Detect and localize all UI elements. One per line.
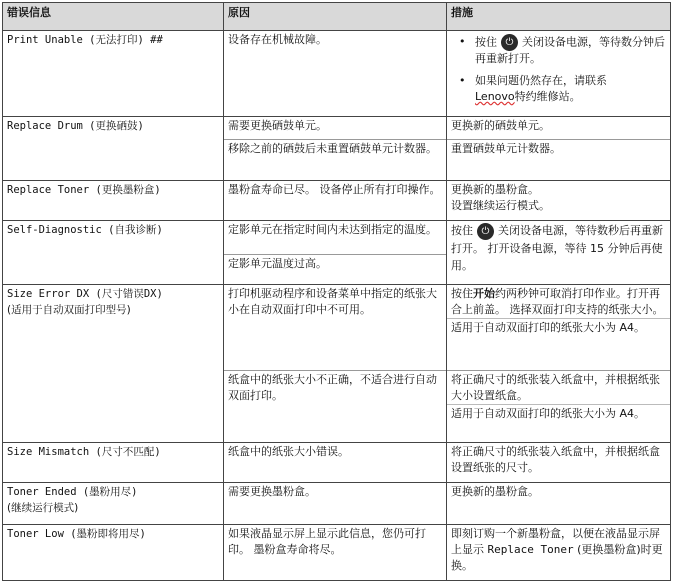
error-cell: Replace Drum (更换硒鼓) (3, 117, 224, 181)
table-row (3, 285, 671, 443)
power-button-icon: ⏻ (477, 223, 494, 240)
action-cell: 更换新的墨粉盒。 设置继续运行模式。 (447, 181, 671, 221)
cause-cell: 定影单元在指定时间内未达到指定的温度。 定影单元温度过高。 (224, 221, 447, 285)
error-cell: Size Error DX (尺寸错误DX) (适用于自动双面打印型号) (3, 285, 224, 443)
cause-cell: 设备存在机械故障。 (224, 31, 447, 117)
cause-cell: 墨粉盒寿命已尽。 设备停止所有打印操作。 (224, 181, 447, 221)
error-message-table (2, 2, 671, 581)
table-header-row (3, 3, 671, 31)
action-cell: 将正确尺寸的纸张装入纸盒中，并根据纸盒设置纸张的尺寸。 (447, 443, 671, 483)
action-cell: 更换新的硒鼓单元。 重置硒鼓单元计数器。 (447, 117, 671, 181)
header-cause: 原因 (224, 3, 447, 31)
power-button-icon: ⏻ (501, 34, 518, 51)
error-cell: Size Mismatch (尺寸不匹配) (3, 443, 224, 483)
header-error: 错误信息 (3, 3, 224, 31)
table-row (3, 31, 671, 117)
cause-cell: 需要更换墨粉盒。 (224, 483, 447, 525)
table-row (3, 117, 671, 181)
cause-cell: 纸盒中的纸张大小错误。 (224, 443, 447, 483)
error-cell: Print Unable (无法打印) ## (3, 31, 224, 117)
action-cell: 更换新的墨粉盒。 (447, 483, 671, 525)
table-row (3, 525, 671, 581)
action-bullet: • 如果问题仍然存在，请联系 Lenovo特约维修站。 (465, 73, 666, 105)
action-cell: 按住开始约两秒钟可取消打印作业。打开再合上前盖。 选择双面打印支持的纸张大小。 适用于自动双面打印的纸张大小为 A4。 将正确尺寸的纸张装入纸盒中，并根据纸张大小设置纸盒。 适用于自动双面打印的纸张大小为 A4。 (447, 285, 671, 443)
action-cell (447, 31, 671, 117)
table-row (3, 443, 671, 483)
table-row (3, 483, 671, 525)
table-row (3, 221, 671, 285)
error-cell: Self-Diagnostic (自我诊断) (3, 221, 224, 285)
action-cell: 即刻订购一个新墨粉盒，以便在液晶显示屏上显示 Replace Toner (更换墨粉盒)时更换。 (447, 525, 671, 581)
header-action: 措施 (447, 3, 671, 31)
cause-cell: 如果液晶显示屏上显示此信息，您仍可打印。 墨粉盒寿命将尽。 (224, 525, 447, 581)
table-row (3, 181, 671, 221)
error-cell: Toner Low (墨粉即将用尽) (3, 525, 224, 581)
action-cell: 按住 ⏻ 关闭设备电源，等待数秒后再重新打开。 打开设备电源，等待 15 分钟后再使用。 (447, 221, 671, 285)
cause-cell: 需要更换硒鼓单元。 移除之前的硒鼓后未重置硒鼓单元计数器。 (224, 117, 447, 181)
cause-cell: 打印机驱动程序和设备菜单中指定的纸张大小在自动双面打印中不可用。 纸盒中的纸张大小不正确，不适合进行自动双面打印。 (224, 285, 447, 443)
action-bullet: • 按住 ⏻ 关闭设备电源，等待数分钟后再重新打开。 (465, 34, 666, 67)
brand-name: Lenovo (475, 90, 515, 103)
error-cell: Replace Toner (更换墨粉盒) (3, 181, 224, 221)
error-cell: Toner Ended (墨粉用尽) (继续运行模式) (3, 483, 224, 525)
